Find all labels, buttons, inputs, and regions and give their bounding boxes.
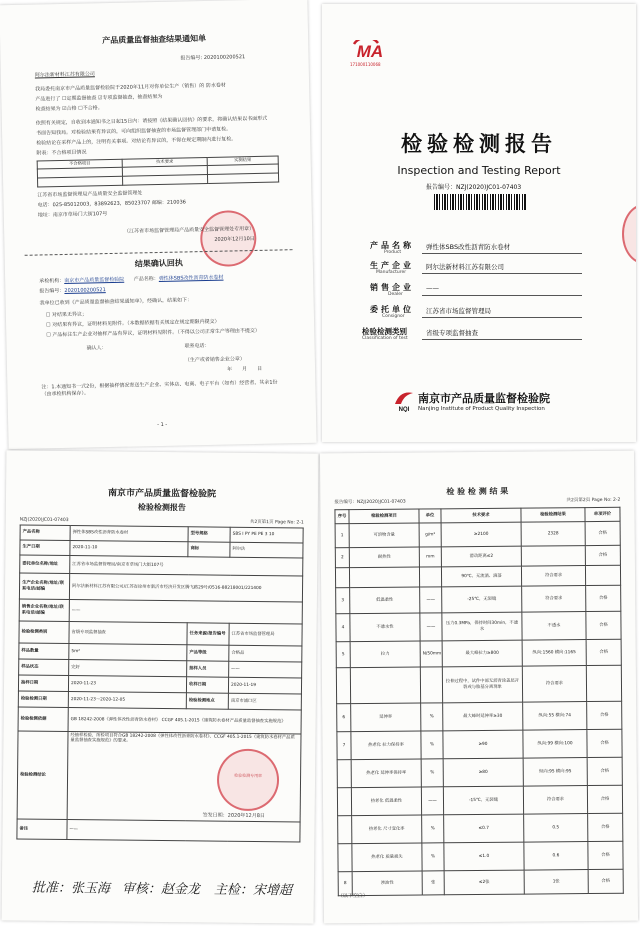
report-cell-7-2: 抽样人员 xyxy=(187,661,229,677)
results-no: 报告编号：NZJ(2020)JC01-07403 xyxy=(334,499,406,506)
notice-title: 产品质量监督抽查结果通知单 xyxy=(102,33,207,46)
report-cell-10-0: 检验检测依据 xyxy=(18,707,68,732)
results-cell-7-5: 合格 xyxy=(587,701,622,729)
results-cell-10-0 xyxy=(337,788,351,816)
results-cell-4-2: —— xyxy=(420,613,442,641)
report-cell-0-0: 产品名称 xyxy=(20,525,70,541)
receipt-option-1[interactable]: ☐ 对结果有异议，证明材料见附件。（本数据依据有关规定在规定期限内提交） xyxy=(46,318,220,329)
results-cell-6-0 xyxy=(336,668,350,704)
receipt-no-value: 2020100200521 xyxy=(64,287,106,294)
results-header-result: 检验检测结果 xyxy=(521,508,585,523)
report-cell-4-0: 销售企业名称/地址/联系电话/邮编 xyxy=(19,599,69,622)
results-cell-11-2: % xyxy=(422,815,444,843)
results-cell-0-2: g/m² xyxy=(419,523,441,547)
notice-body-4: 书面告知我局。对检验结果有异议的，可向组织监督抽查的市场监督管理部门申请复检。 xyxy=(36,126,232,137)
cover-value-manufacturer: 阿尔法新材料江苏有限公司 xyxy=(426,263,504,271)
results-cell-2-4: 符合要求 xyxy=(521,566,585,587)
results-cell-7-2: % xyxy=(421,703,443,731)
results-cell-5-5: 合格 xyxy=(586,639,621,665)
results-cell-11-4: 0.5 xyxy=(524,814,588,843)
results-cell-5-0: 5 xyxy=(336,642,350,668)
report-cell-6-1: 5m² xyxy=(69,644,187,661)
defect-header-req: 技术要求 xyxy=(122,157,207,167)
results-cell-11-1: 热老化 尺寸变化率 xyxy=(352,815,422,844)
report-cell-5-3: 江苏省市场监督管理局 xyxy=(229,623,302,646)
report-cell-5-2: 任务来源/报告编号 xyxy=(187,623,229,645)
report-cell-0-3: SBS I PY PE PE 3 10 xyxy=(230,527,303,543)
receipt-note: 注：1.本通知书一式2份，根据抽样情况寄送生产企业、实体店、电商、电子平台（如有）经营者，其余1份（由承检机构保存）。 xyxy=(41,379,278,398)
receipt-tel-label: 联系电话： xyxy=(184,342,210,350)
results-row xyxy=(335,545,620,567)
results-header-no: 序号 xyxy=(335,510,349,524)
results-cell-11-3: ≤0.7 xyxy=(444,814,524,843)
report-cell-3-0: 生产企业名称/地址/联系电话/邮编 xyxy=(19,573,69,600)
results-row xyxy=(336,639,621,667)
report-cell-6-2: 产品等级 xyxy=(187,645,229,661)
results-cell-3-2: —— xyxy=(420,587,442,613)
receipt-product-value: 弹性体SBS改性沥青防水卷材 xyxy=(158,274,224,282)
report-title: 检验检测报告 xyxy=(137,502,186,513)
results-cell-9-0 xyxy=(337,760,351,788)
cover-label-consignor-en: Consignor xyxy=(382,314,405,319)
results-cell-6-2 xyxy=(420,667,442,703)
results-row xyxy=(338,813,623,843)
report-cell-9-3: 南京市浦口区 xyxy=(228,693,301,710)
results-cell-3-5: 合格 xyxy=(586,585,621,611)
cover-label-dealer: 销售企业 xyxy=(370,283,414,292)
results-footer: （以下空白） xyxy=(337,892,368,900)
results-cell-4-1: 不透水性 xyxy=(350,613,420,642)
receipt-stamp-label: （生产或者销售企业公章） xyxy=(184,356,245,364)
report-no: NZJ(2020)JC01-07403 xyxy=(19,517,69,524)
results-cell-1-2: mm xyxy=(419,547,441,567)
results-cell-1-1: 耐热性 xyxy=(349,547,419,568)
results-row xyxy=(335,565,620,587)
results-row xyxy=(335,521,620,547)
cover-label-dealer-en: Dealer xyxy=(388,292,403,297)
results-cell-12-1: 热老化 质量损失 xyxy=(352,843,422,872)
results-cell-13-4: 1张 xyxy=(524,870,588,895)
notice-page xyxy=(0,0,317,449)
results-cell-7-4: 纵向:55 横向:74 xyxy=(523,702,587,731)
notice-stamp-caption: （江苏省市场监督管理局产品质量安全监督管理处专用章） xyxy=(124,225,255,235)
receipt-date: 年 月 日 xyxy=(227,365,263,373)
notice-body-1: 产品进行了 ☐定期监督抽查 ☑专项监督抽查，抽查结果为 xyxy=(35,93,163,103)
report-cell-1-1: 2020-11-10 xyxy=(70,541,188,557)
results-row xyxy=(336,611,621,641)
receipt-org-value: 南京市产品质量监督检验院 xyxy=(64,276,125,284)
results-cell-1-5: 合格 xyxy=(585,545,620,565)
results-cell-6-1 xyxy=(350,667,420,704)
notice-body-2: 检查结果为 ☑合格 ☐不合格。 xyxy=(35,105,103,113)
cover-label-class: 检验检测类别 xyxy=(362,327,407,336)
results-row xyxy=(337,757,622,787)
results-row xyxy=(337,701,622,731)
report-cell-8-1: 2020-11-23 xyxy=(68,676,186,693)
report-cell-2-1: 江苏省市场监督管理局/南京市草场门大街107号 xyxy=(70,556,303,576)
cover-label-product: 产品名称 xyxy=(370,241,414,250)
receipt-org-label: 承检机构： xyxy=(39,277,65,285)
nqi-logo-text: NQI xyxy=(398,407,410,412)
report-cell-0-2: 型号规格 xyxy=(188,527,230,542)
results-cell-13-5: 合格 xyxy=(588,869,623,893)
cover-barcode xyxy=(434,194,526,210)
results-cell-1-0: 2 xyxy=(335,548,349,568)
signature-reviewer: 审核：赵金龙 xyxy=(121,881,200,898)
results-cell-4-3: 压力0.3MPa，保持时间30min，不透水 xyxy=(442,612,522,641)
results-cell-2-5 xyxy=(585,565,620,585)
cover-value-class: 省级专项监督抽查 xyxy=(426,329,478,337)
results-cell-1-3: 滑动距离≤2 xyxy=(441,546,521,567)
report-cell-9-0: 检验检测日期 xyxy=(18,691,68,708)
results-cell-2-3: 90℃，无流淌、滴落 xyxy=(441,566,521,587)
results-header-eval: 单项评价 xyxy=(585,507,620,521)
results-cell-7-1: 延伸率 xyxy=(351,703,421,732)
results-cell-13-3: ≤2张 xyxy=(444,870,524,895)
results-cell-9-4: 纵向:95 横向:95 xyxy=(523,758,587,787)
nqi-icon xyxy=(392,388,416,412)
defect-header-item: 不合格项目 xyxy=(37,159,122,169)
results-cell-13-0: 8 xyxy=(338,872,352,896)
notice-body-3: 依照有关规定，自收到本通知书之日起15日内：请按照《结果确认回执》的要求，将确认结果以书面形式 xyxy=(35,115,268,127)
results-cell-3-4: 符合要求 xyxy=(522,586,586,613)
report-page xyxy=(2,450,319,923)
report-institute: 南京市产品质量监督检验院 xyxy=(107,488,217,500)
receipt-page: - 1 - xyxy=(157,421,168,429)
notice-body-5: 检验结论在采样产品上的，注明有关事项。对结论有异议的，不得在规定期限内进行复检。 xyxy=(36,136,237,147)
cover-value-product: 弹性体SBS改性沥青防水卷材 xyxy=(426,243,511,251)
report-cell-9-2: 检验检测地点 xyxy=(186,693,228,709)
cover-label-manufacturer-en: Manufacturer xyxy=(376,270,407,275)
report-stamp xyxy=(217,749,280,812)
results-cell-10-4: 符合要求 xyxy=(523,786,587,815)
receipt-confirm: 我单位已收到《产品质量监督抽查结果通知单》，经确认，结果如下： xyxy=(39,297,193,307)
cover-label-product-en: Product xyxy=(384,250,402,255)
results-cell-9-2: % xyxy=(421,759,443,787)
report-cell-2-0: 委托单位名称/地址 xyxy=(20,555,70,574)
report-cell-10-1: GB 18242-2008《弹性体改性沥青防水卷材》 CCGF 405.1-2015《建筑防水卷材产品质量监督抽查实施规范》 xyxy=(68,708,301,734)
cover-institute-cn: 南京市产品质量监督检验院 xyxy=(418,392,550,405)
report-cell-8-0: 抽样日期 xyxy=(18,675,68,692)
results-cell-0-5: 合格 xyxy=(585,521,620,545)
results-cell-0-3: ≥2100 xyxy=(441,522,521,547)
report-cell-8-2: 收样日期 xyxy=(186,677,228,693)
cover-report-no: 报告编号：NZJ(2020)JC01-07403 xyxy=(426,184,522,191)
cover-value-dealer: —— xyxy=(426,284,439,292)
svg-text:MA: MA xyxy=(356,42,384,61)
results-cell-9-1: 热老化 延伸率保持率 xyxy=(351,759,421,788)
report-cell-7-0: 样品状态 xyxy=(19,659,69,676)
cover-label-consignor: 委托单位 xyxy=(370,305,414,314)
report-cell-4-1: —— xyxy=(69,600,302,624)
notice-body-0: 我局委托南京市产品质量监督检验院于2020年11月对你单位生产（销售）的 防水卷材 xyxy=(35,82,226,93)
results-cell-2-2 xyxy=(419,567,441,587)
results-row xyxy=(338,869,623,895)
report-sign-date: 签发日期：2020年12月8日 xyxy=(202,812,265,820)
results-row xyxy=(336,585,621,613)
cover-label-class-en: Classification of test xyxy=(362,336,408,341)
report-page-no: 共2页第1页 Page No: 2-1 xyxy=(249,519,304,526)
results-header-item: 检验检测项目 xyxy=(349,509,419,524)
results-cell-10-5: 合格 xyxy=(587,785,622,813)
results-page-no: 共2页第2页 Page No: 2-2 xyxy=(566,497,621,504)
results-cell-5-3: 最大峰拉力≥800 xyxy=(442,640,522,667)
receipt-option-0[interactable]: ☐ 对结果无异议； xyxy=(45,311,88,319)
results-cell-12-2: % xyxy=(422,843,444,871)
results-cell-1-4 xyxy=(521,546,585,567)
notice-authority: 江苏省市场监督管理局产品质量安全监督管理处 xyxy=(37,190,143,199)
notice-doc-no: 报告编号: 2020100200521 xyxy=(180,54,246,62)
results-cell-8-1: 热老化 拉力保持率 xyxy=(351,731,421,760)
results-header-req: 技术要求 xyxy=(441,508,521,523)
receipt-sign-label: 确认人： xyxy=(86,345,107,352)
results-cell-6-3: 拉伸过程中，试件中部无沥青涂盖层开裂或与胎基分离现象 xyxy=(442,666,522,703)
results-cell-12-5: 合格 xyxy=(588,841,623,869)
report-cell-7-1: 完好 xyxy=(69,660,187,677)
cma-number: 171000110068 xyxy=(350,62,381,67)
report-cell-0-1: 弹性体SBS改性沥青防水卷材 xyxy=(70,526,188,542)
cma-logo xyxy=(350,40,390,62)
results-cell-6-4: 符合要求 xyxy=(522,666,586,703)
results-page xyxy=(320,451,638,924)
report-cell-7-3: —— xyxy=(229,661,302,678)
results-cell-8-0: 7 xyxy=(337,732,351,760)
report-cell-6-0: 样品数量 xyxy=(19,643,69,660)
results-cell-9-5: 合格 xyxy=(587,757,622,785)
results-cell-0-0: 1 xyxy=(335,524,349,548)
results-cell-11-0 xyxy=(338,816,352,844)
cover-value-consignor: 江苏省市场监督管理局 xyxy=(426,307,491,315)
notice-table-label: 附表：不合格项目情况 xyxy=(36,149,87,157)
report-cell-12-0: 备注 xyxy=(17,819,67,840)
results-cell-9-3: ≥80 xyxy=(443,758,523,787)
results-cell-3-1: 低温柔性 xyxy=(350,587,420,614)
results-cell-5-4: 纵向:1560 横向:1165 xyxy=(522,640,586,667)
receipt-no-label: 报告编号： xyxy=(39,287,65,295)
signature-approver: 批准：张玉海 xyxy=(31,880,110,897)
results-cell-8-5: 合格 xyxy=(587,729,622,757)
cover-title-en: Inspection and Testing Report xyxy=(397,164,561,177)
report-cell-11-0: 检验检测结论 xyxy=(17,731,68,820)
results-cell-3-0: 3 xyxy=(336,588,350,614)
results-cell-4-4: 不透水 xyxy=(522,612,586,641)
cover-edge-stamp xyxy=(622,204,636,264)
report-cell-8-3: 2020-11-19 xyxy=(228,677,301,694)
results-cell-13-2: 张 xyxy=(422,871,444,895)
report-cell-5-0: 检验检测类别 xyxy=(19,621,69,644)
results-cell-10-3: -15℃，无裂缝 xyxy=(443,786,523,815)
receipt-product-label: 产品名称： xyxy=(133,275,159,283)
results-row xyxy=(336,665,621,703)
results-cell-5-2: N/50mm xyxy=(420,641,442,667)
defect-header-result: 实测结果 xyxy=(207,156,278,166)
results-row xyxy=(337,785,622,815)
report-cell-5-1: 省级专项监督抽查 xyxy=(69,622,187,645)
results-cell-12-4: 0.6 xyxy=(524,842,588,871)
notice-address: 地址：南京市草场门大街107号 xyxy=(37,211,108,219)
results-cell-5-1: 拉力 xyxy=(350,641,420,668)
cover-label-manufacturer: 生产企业 xyxy=(370,261,414,270)
cover-institute-en: Nanjing Institute of Product Quality Inspection xyxy=(418,406,545,412)
results-cell-10-2: —— xyxy=(421,787,443,815)
results-cell-10-1: 热老化 低温柔性 xyxy=(351,787,421,816)
results-cell-3-3: -25℃，无裂缝 xyxy=(442,586,522,613)
cover-title-cn: 检验检测报告 xyxy=(401,131,557,156)
results-row xyxy=(337,729,622,759)
results-cell-4-5: 合格 xyxy=(586,611,621,639)
results-cell-8-3: ≥90 xyxy=(443,730,523,759)
results-cell-12-3: ≤1.0 xyxy=(444,842,524,871)
report-cell-1-0: 生产日期 xyxy=(20,540,70,556)
results-cell-7-3: 最大峰时延伸率≥30 xyxy=(443,702,523,731)
results-cell-4-0: 4 xyxy=(336,614,350,642)
receipt-option-2[interactable]: ☐ 产品标注生产企业对抽样产品有异议，证明材料见附件。（不得以公司正常生产等理由不提交） xyxy=(46,327,260,339)
results-title: 检 验 检 测 结 果 xyxy=(446,486,509,497)
results-row xyxy=(338,841,623,871)
results-header-unit: 单位 xyxy=(419,509,441,523)
report-cell-6-3: 合格品 xyxy=(229,645,302,662)
report-cell-1-3: 阿尔法 xyxy=(230,542,303,558)
results-cell-6-5 xyxy=(586,665,621,701)
nqi-logo xyxy=(392,388,416,412)
notice-recipient: 阿尔法新材料江苏有限公司 xyxy=(34,71,95,79)
cma-icon xyxy=(350,40,390,62)
defect-table xyxy=(37,155,280,187)
results-cell-0-4: 2328 xyxy=(521,522,585,547)
report-cell-9-1: 2020-11-23～2020-12-05 xyxy=(68,692,186,709)
notice-contact: 电话：025-85012003，83892623，85023707 邮编：210036 xyxy=(37,199,186,209)
report-stamp-text: 检验检测专用章 xyxy=(234,772,263,779)
signature-inspector: 主检：宋增超 xyxy=(213,882,292,899)
results-cell-7-0: 6 xyxy=(337,704,351,732)
receipt-title: 结果确认回执 xyxy=(134,258,183,269)
results-cell-11-5: 合格 xyxy=(588,813,623,841)
results-cell-8-2: % xyxy=(421,731,443,759)
results-cell-0-1: 可溶物含量 xyxy=(349,523,419,548)
report-cell-11-1: 经抽样检验，所检项目符合GB 18242-2008《弹性体改性沥青防水卷材》、CCGF 405.1-2015《建筑防水卷材产品质量监督抽查实施规范》的要求。 xyxy=(67,732,301,822)
report-cell-3-1: 阿尔法新材料江苏有限公司/江苏省徐州市新沂市经济开发区腾飞路29号/0516-88218001/221400 xyxy=(69,574,302,602)
results-cell-12-0 xyxy=(338,844,352,872)
results-cell-2-1 xyxy=(349,567,419,588)
cover-page xyxy=(322,4,636,442)
results-table xyxy=(334,507,623,896)
results-cell-2-0 xyxy=(335,568,349,588)
results-cell-8-4: 纵向:99 横向:100 xyxy=(523,730,587,759)
results-cell-13-1: 渗油性 xyxy=(352,871,422,896)
report-cell-1-2: 商标 xyxy=(188,542,230,557)
notice-stamp-date: 2020年12月10日 xyxy=(214,235,255,243)
report-cell-12-1: —— xyxy=(67,820,300,842)
